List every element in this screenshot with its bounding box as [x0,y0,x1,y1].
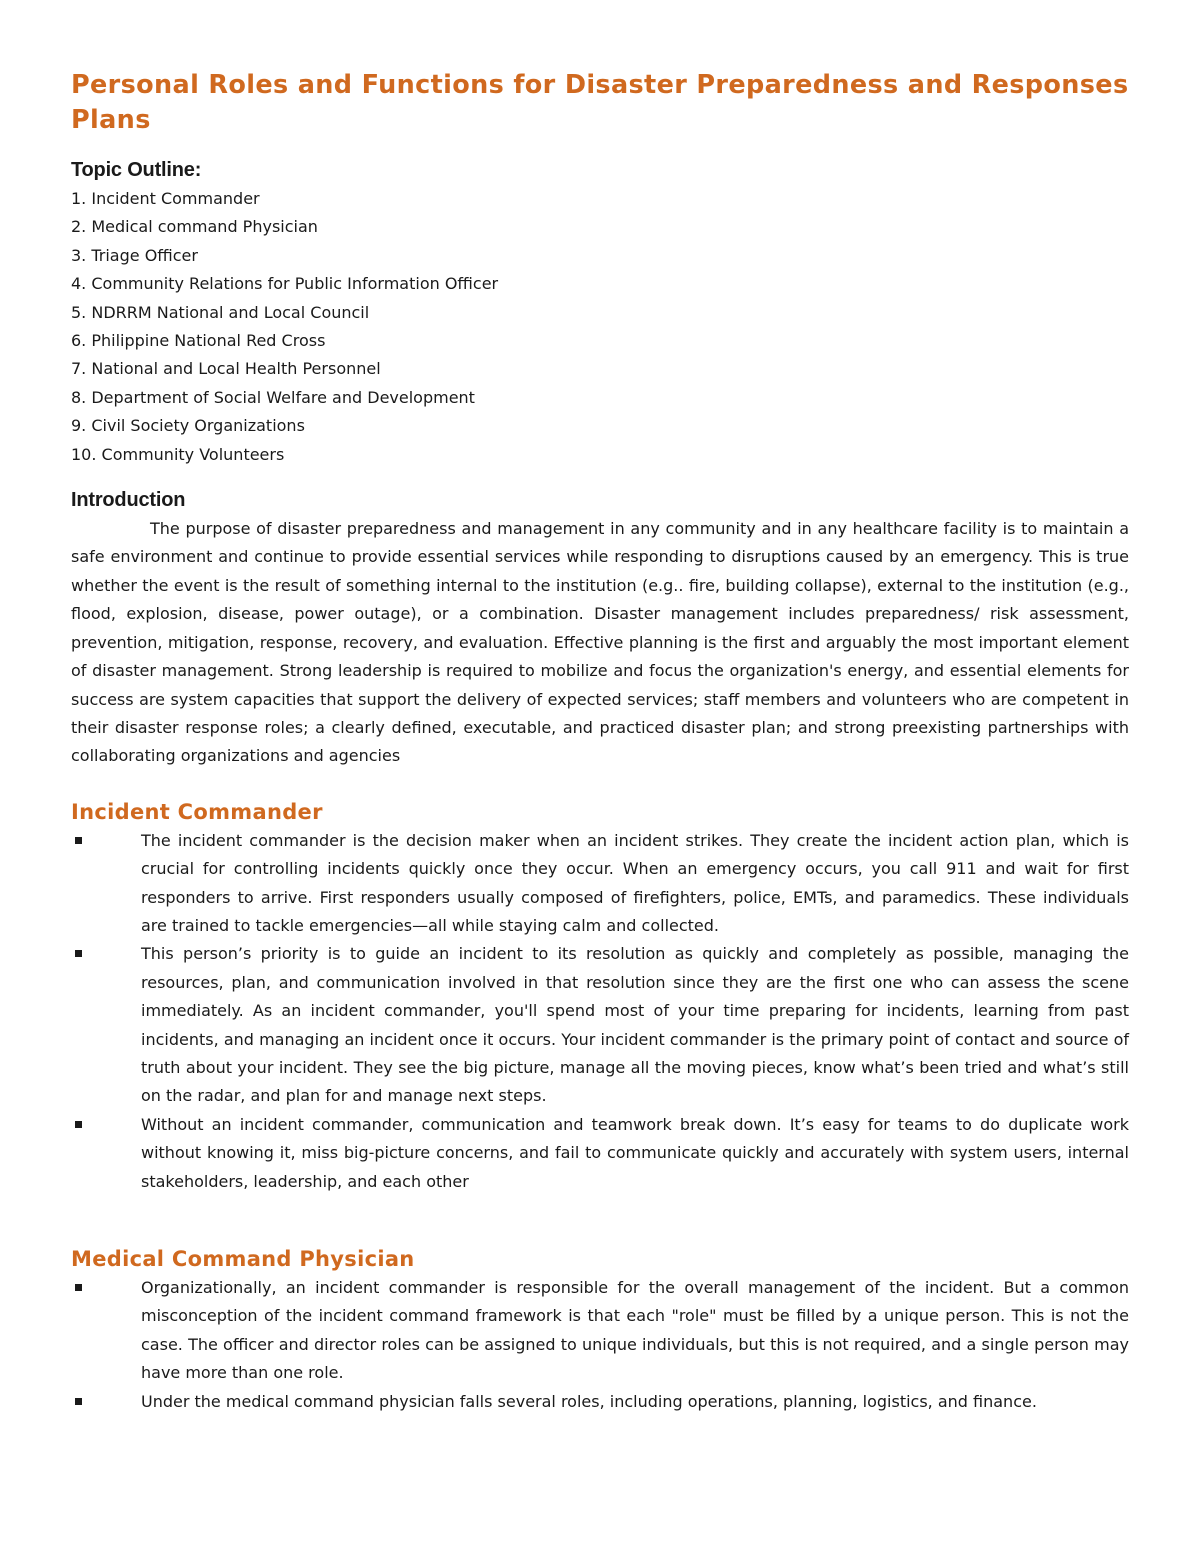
document-page [71,68,1129,1416]
outline-item: 5. NDRRM National and Local Council [71,302,370,322]
square-bullet-icon [75,837,82,844]
document-title: Personal Roles and Functions for Disaster Preparedness and Responses Plans [71,70,1129,135]
bullet-text: Under the medical command physician falls several roles, including operations, planning, logistics, and finance. [141,1391,1037,1411]
outline-item: 10. Community Volunteers [71,444,285,464]
square-bullet-icon [75,950,82,957]
bullet-item [71,827,1129,941]
outline-item: 2. Medical command Physician [71,217,318,237]
bullet-text: The incident commander is the decision maker when an incident strikes. They create the incident action plan, which is crucial for controlling incidents quickly once they occur. When an emergency occurs, you call 911 and wait for first responders to arrive. First responders usually composed of firefighters, police, EMTs, and paramedics. These individuals are trained to tackle emergencies—all while staying calm and collected. [141,830,1129,935]
topic-outline-list [71,185,1129,469]
square-bullet-icon [75,1284,82,1291]
incident-commander-bullets [71,827,1129,1196]
outline-item: 9. Civil Society Organizations [71,416,305,436]
outline-item: 7. National and Local Health Personnel [71,359,381,379]
section-title-medical-command-physician: Medical Command Physician [71,1247,415,1271]
outline-item: 6. Philippine National Red Cross [71,331,326,351]
outline-item: 8. Department of Social Welfare and Development [71,387,475,407]
outline-item: 1. Incident Commander [71,189,260,208]
bullet-item [71,1388,1129,1416]
topic-outline-heading: Topic Outline: [71,159,202,181]
outline-item: 4. Community Relations for Public Information Officer [71,274,499,294]
square-bullet-icon [75,1121,82,1128]
square-bullet-icon [75,1398,82,1405]
introduction-paragraph: The purpose of disaster preparedness and management in any community and in any healthcare facility is to maintain a safe environment and continue to provide essential services while responding to disruptions caused by an emergency. This is true whether the event is the result of something internal to the institution (e.g.. fire, building collapse), external to the institution (e.g., flood, explosion, disease, power outage), or a combination. Disaster management includes preparedness/ risk assessment, prevention, mitigation, response, recovery, and evaluation. Effective planning is the first and arguably the most important element of disaster management. Strong leadership is required to mobilize and focus the organization's energy, and essential elements for success are system capacities that support the delivery of expected services; staff members and volunteers who are competent in their disaster response roles; a clearly defined, executable, and practiced disaster plan; and strong preexisting partnerships with collaborating organizations and agencies [71,519,1129,766]
bullet-text: Organizationally, an incident commander is responsible for the overall management of the incident. But a common misconception of the incident command framework is that each "role" must be filled by a unique person. This is not the case. The officer and director roles can be assigned to unique individuals, but this is not required, and a single person may have more than one role. [141,1278,1129,1383]
bullet-item [71,1274,1129,1388]
section-title-incident-commander: Incident Commander [71,799,323,824]
bullet-item [71,940,1129,1110]
outline-item: 3. Triage Officer [71,245,198,265]
bullet-text: This person’s priority is to guide an incident to its resolution as quickly and completely as possible, managing the resources, plan, and communication involved in that resolution since they are the first one who can assess the scene immediately. As an incident commander, you'll spend most of your time preparing for incidents, learning from past incidents, and managing an incident once it occurs. Your incident commander is the primary point of contact and source of truth about your incident. They see the big picture, manage all the moving pieces, know what’s been tried and what’s still on the radar, and plan for and manage next steps. [141,944,1129,1106]
introduction-heading: Introduction [71,489,186,512]
bullet-text: Without an incident commander, communication and teamwork break down. It’s easy for teams to do duplicate work without knowing it, miss big-picture concerns, and fail to communicate quickly and accurately with system users, internal stakeholders, leadership, and each other [141,1114,1129,1191]
bullet-item [71,1111,1129,1196]
medical-command-physician-bullets [71,1274,1129,1416]
